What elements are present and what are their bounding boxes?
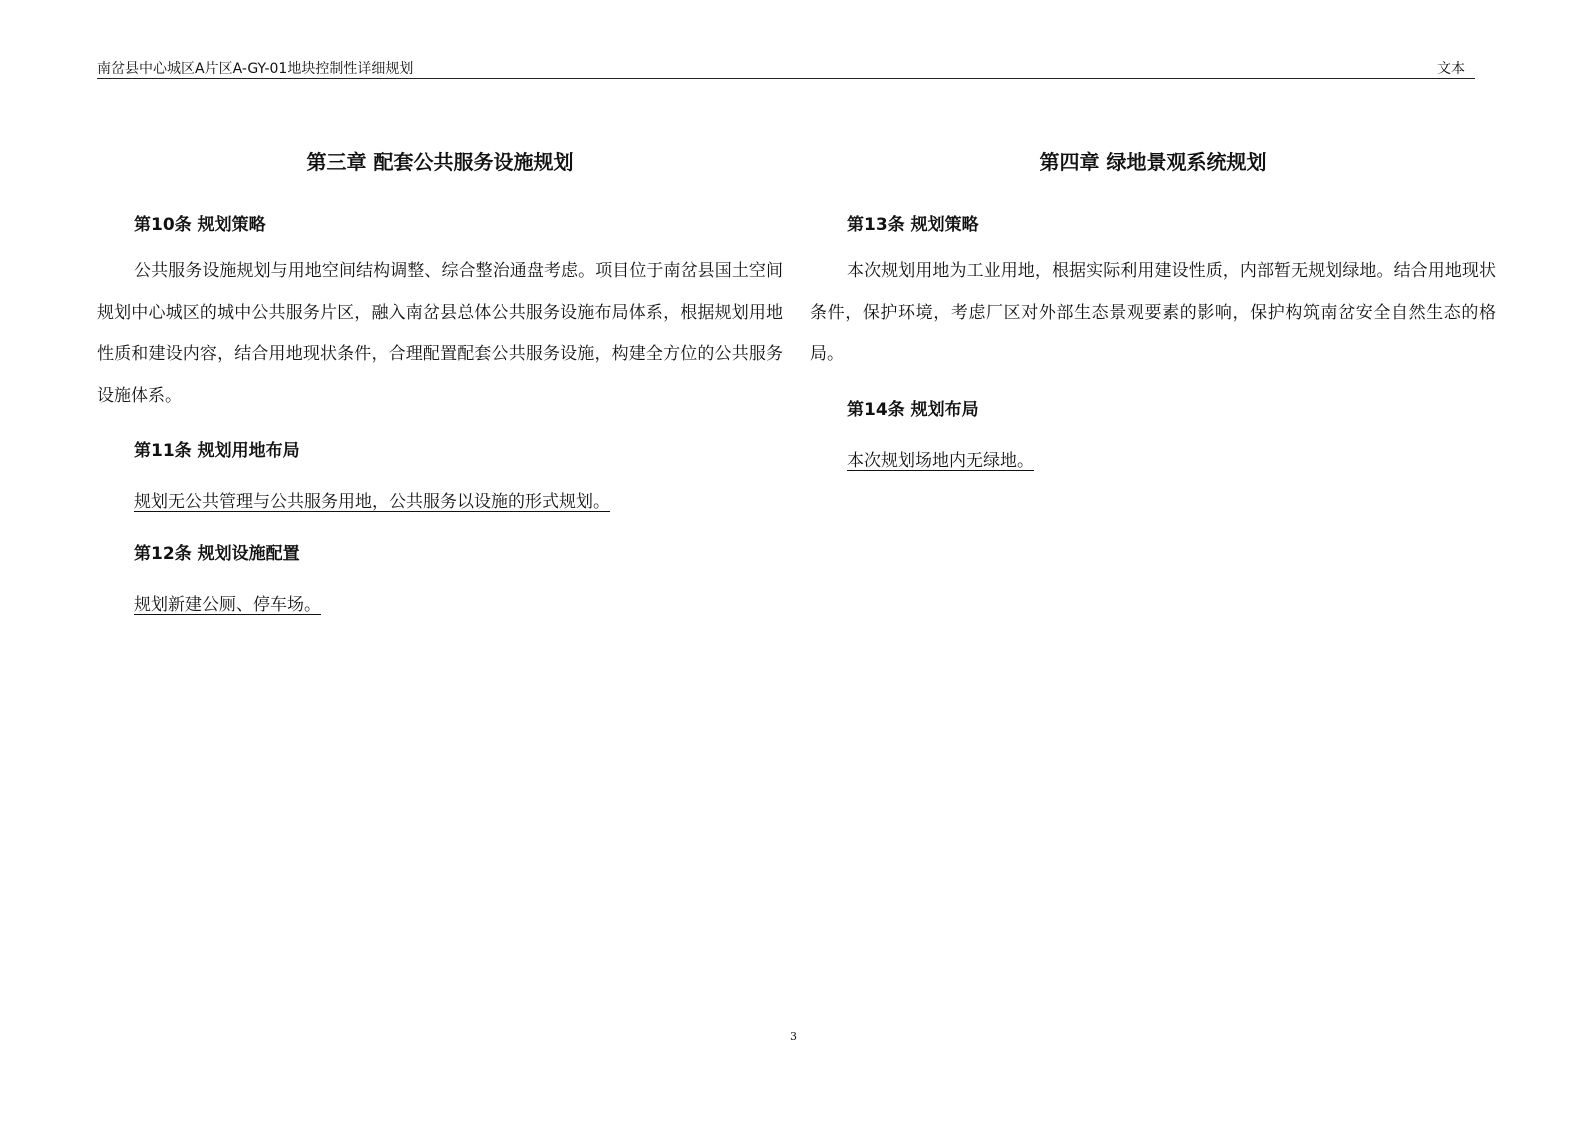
article-13-title: 第13条 规划策略	[847, 215, 979, 235]
article-11-title: 第11条 规划用地布局	[134, 441, 300, 461]
article-12-body: 规划新建公厕、停车场。	[134, 595, 321, 615]
article-10-title: 第10条 规划策略	[134, 215, 266, 235]
document-title: 南岔县中心城区A片区A-GY-01地块控制性详细规划	[97, 61, 414, 77]
article-10-body: 公共服务设施规划与用地空间结构调整、综合整治通盘考虑。项目位于南岔县国土空间规划中心城区的城中公共服务片区，融入南岔县总体公共服务设施布局体系，根据规划用地性质和建设内容，结合用地现状条件，合理配置配套公共服务设施，构建全方位的公共服务设施体系。	[97, 261, 783, 406]
page-number: 3	[790, 1030, 797, 1043]
article-11-body: 规划无公共管理与公共服务用地，公共服务以设施的形式规划。	[134, 492, 610, 512]
chapter-4-title: 第四章 绿地景观系统规划	[1039, 150, 1267, 174]
chapter-3-title: 第三章 配套公共服务设施规划	[306, 150, 574, 174]
article-14-body: 本次规划场地内无绿地。	[847, 451, 1034, 471]
article-12-title: 第12条 规划设施配置	[134, 544, 300, 564]
page-header	[97, 56, 1475, 79]
document-type-label: 文本	[1437, 61, 1465, 77]
article-14-title: 第14条 规划布局	[847, 400, 979, 420]
article-13-body: 本次规划用地为工业用地，根据实际利用建设性质，内部暂无规划绿地。结合用地现状条件，保护环境，考虑厂区对外部生态景观要素的影响，保护构筑南岔安全自然生态的格局。	[810, 261, 1496, 364]
